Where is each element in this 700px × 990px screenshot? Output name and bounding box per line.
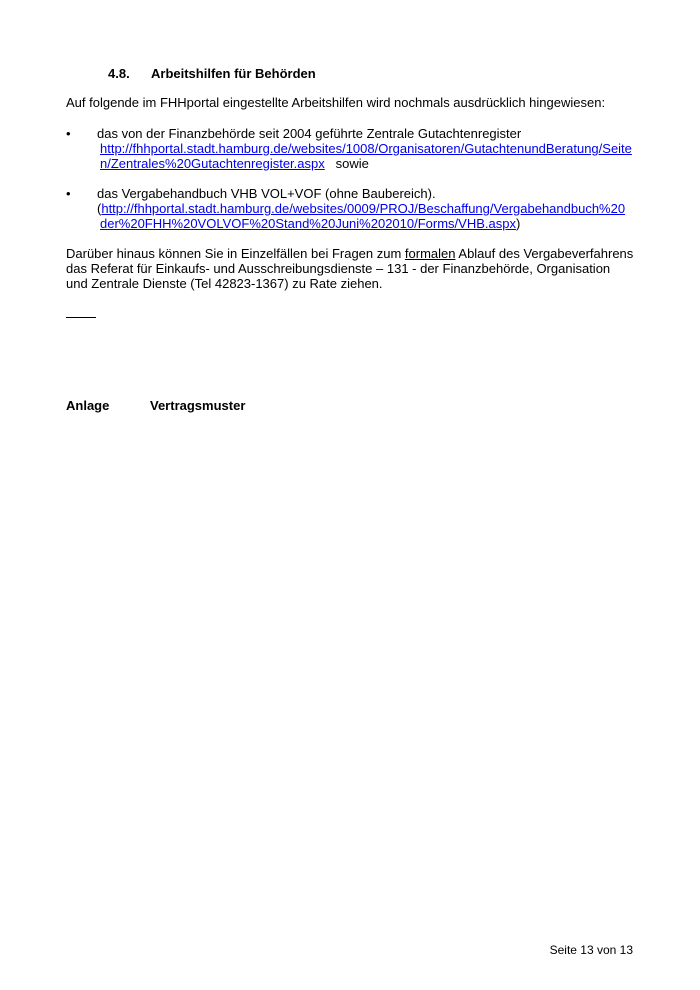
attachment-value: Vertragsmuster	[150, 398, 246, 413]
bullet-icon: •	[66, 186, 71, 201]
paragraph-line1-before: Darüber hinaus können Sie in Einzelfällen bei Fragen zum	[66, 246, 405, 261]
link-block	[100, 141, 640, 171]
paragraph-line2: das Referat für Einkaufs- und Ausschreibungsdienste – 131 - der Finanzbehörde, Organisation	[66, 261, 611, 276]
attachment-label: Anlage	[66, 398, 110, 413]
list-item-text: das Vergabehandbuch VHB VOL+VOF (ohne Baubereich).	[97, 186, 436, 201]
open-paren: (	[97, 201, 102, 216]
paragraph-line1-after: Ablauf des Vergabeverfahrens	[455, 246, 634, 261]
close-paren: )	[515, 216, 521, 231]
paragraph-line3: und Zentrale Dienste (Tel 42823-1367) zu Rate ziehen.	[66, 276, 383, 291]
vergabehandbuch-link-line1[interactable]: http://fhhportal.stadt.hamburg.de/websites/0009/PROJ/Beschaffung/Vergabehandbuch%20	[101, 201, 626, 216]
attachment-line	[66, 398, 245, 413]
gutachtenregister-link-line2[interactable]: n/Zentrales%20Gutachtenregister.aspx	[100, 156, 325, 171]
page-number: Seite 13 von 13	[549, 943, 633, 957]
section-title: Arbeitshilfen für Behörden	[151, 66, 316, 81]
section-heading	[108, 66, 316, 81]
link-suffix: sowie	[335, 156, 369, 171]
paragraph-underlined-word: formalen	[404, 246, 456, 261]
section-number: 4.8.	[108, 66, 130, 81]
contact-paragraph	[66, 246, 633, 291]
bullet-icon: •	[66, 126, 71, 141]
vergabehandbuch-link-line2[interactable]: der%20FHH%20VOLVOF%20Stand%20Juni%202010/Forms/VHB.aspx	[100, 216, 516, 231]
separator-rule	[66, 317, 96, 318]
gutachtenregister-link-line1[interactable]: http://fhhportal.stadt.hamburg.de/websites/1008/Organisatoren/GutachtenundBeratung/Seite	[100, 141, 632, 156]
list-item-text: das von der Finanzbehörde seit 2004 geführte Zentrale Gutachtenregister	[97, 126, 522, 141]
intro-text: Auf folgende im FHHportal eingestellte Arbeitshilfen wird nochmals ausdrücklich hingewiesen:	[66, 95, 606, 110]
link-block	[97, 201, 637, 231]
